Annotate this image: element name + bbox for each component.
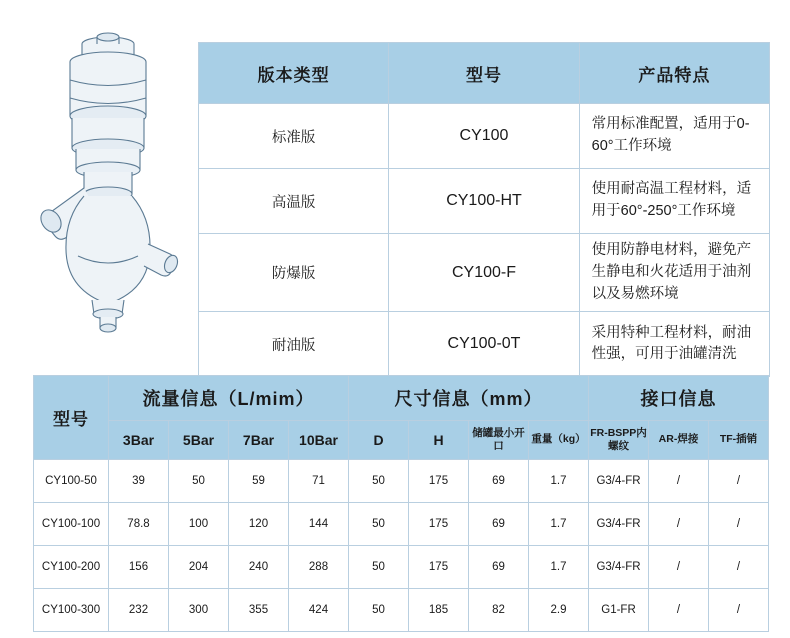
cell-3bar: 232 [109, 589, 169, 632]
cell-5bar: 50 [169, 460, 229, 503]
table-row [34, 460, 769, 503]
cell-model: CY100-300 [34, 589, 109, 632]
column-header-model: 型号 [389, 43, 579, 104]
group-header-interface: 接口信息 [589, 376, 769, 421]
cell-3bar: 78.8 [109, 503, 169, 546]
cell-weight: 1.7 [529, 503, 589, 546]
cell-h: 175 [409, 546, 469, 589]
column-header-model: 型号 [34, 376, 109, 460]
table-row [199, 169, 770, 234]
table-row [199, 104, 770, 169]
table-group-header-row [34, 376, 769, 421]
column-header-3bar: 3Bar [109, 421, 169, 460]
product-illustration [20, 18, 195, 338]
cell-h: 175 [409, 503, 469, 546]
cell-min-opening: 69 [469, 460, 529, 503]
column-header-10bar: 10Bar [289, 421, 349, 460]
version-feature-table [198, 42, 770, 377]
cell-7bar: 120 [229, 503, 289, 546]
cell-model: CY100-50 [34, 460, 109, 503]
table-row [199, 312, 770, 377]
cell-7bar: 240 [229, 546, 289, 589]
cell-fr-bspp: G3/4-FR [589, 460, 649, 503]
cell-3bar: 156 [109, 546, 169, 589]
cell-weight: 1.7 [529, 460, 589, 503]
cell-min-opening: 82 [469, 589, 529, 632]
column-header-min-opening: 储罐最小开口 [469, 421, 529, 460]
cell-tf-pin: / [709, 589, 769, 632]
cell-version: 高温版 [199, 169, 389, 234]
table-row [199, 234, 770, 312]
column-header-d: D [349, 421, 409, 460]
cell-h: 185 [409, 589, 469, 632]
table-sub-header-row [34, 421, 769, 460]
cell-weight: 2.9 [529, 589, 589, 632]
cell-d: 50 [349, 503, 409, 546]
cell-weight: 1.7 [529, 546, 589, 589]
cell-min-opening: 69 [469, 546, 529, 589]
cell-fr-bspp: G3/4-FR [589, 546, 649, 589]
cell-model: CY100-200 [34, 546, 109, 589]
table-row [34, 503, 769, 546]
cell-10bar: 288 [289, 546, 349, 589]
cell-feature: 采用特种工程材料，耐油性强，可用于油罐清洗 [579, 312, 769, 377]
group-header-size: 尺寸信息（mm） [349, 376, 589, 421]
cell-ar-weld: / [649, 546, 709, 589]
cell-model: CY100-100 [34, 503, 109, 546]
cell-tf-pin: / [709, 503, 769, 546]
cell-feature: 使用防静电材料，避免产生静电和火花适用于油剂以及易燃环境 [579, 234, 769, 312]
table-row [34, 546, 769, 589]
cell-fr-bspp: G1-FR [589, 589, 649, 632]
column-header-ar-weld: AR-焊接 [649, 421, 709, 460]
cell-d: 50 [349, 460, 409, 503]
cell-version: 防爆版 [199, 234, 389, 312]
specification-table [33, 375, 769, 632]
cell-model: CY100-F [389, 234, 579, 312]
group-header-flow: 流量信息（L/mim） [109, 376, 349, 421]
cell-ar-weld: / [649, 503, 709, 546]
cell-feature: 使用耐高温工程材料，适用于60°-250°工作环境 [579, 169, 769, 234]
column-header-features: 产品特点 [579, 43, 769, 104]
cell-d: 50 [349, 589, 409, 632]
column-header-fr-bspp: FR-BSPP内螺纹 [589, 421, 649, 460]
cell-3bar: 39 [109, 460, 169, 503]
nozzle-drawing-icon [20, 18, 195, 338]
cell-ar-weld: / [649, 460, 709, 503]
cell-version: 耐油版 [199, 312, 389, 377]
column-header-5bar: 5Bar [169, 421, 229, 460]
table-header-row [199, 43, 770, 104]
cell-model: CY100 [389, 104, 579, 169]
column-header-7bar: 7Bar [229, 421, 289, 460]
cell-model: CY100-HT [389, 169, 579, 234]
cell-5bar: 100 [169, 503, 229, 546]
cell-10bar: 144 [289, 503, 349, 546]
cell-d: 50 [349, 546, 409, 589]
column-header-tf-pin: TF-插销 [709, 421, 769, 460]
column-header-version: 版本类型 [199, 43, 389, 104]
cell-min-opening: 69 [469, 503, 529, 546]
cell-tf-pin: / [709, 546, 769, 589]
cell-version: 标准版 [199, 104, 389, 169]
table-row [34, 589, 769, 632]
column-header-weight: 重量（kg） [529, 421, 589, 460]
cell-h: 175 [409, 460, 469, 503]
cell-fr-bspp: G3/4-FR [589, 503, 649, 546]
cell-5bar: 204 [169, 546, 229, 589]
cell-model: CY100-0T [389, 312, 579, 377]
cell-5bar: 300 [169, 589, 229, 632]
cell-7bar: 59 [229, 460, 289, 503]
cell-10bar: 424 [289, 589, 349, 632]
column-header-h: H [409, 421, 469, 460]
cell-7bar: 355 [229, 589, 289, 632]
cell-tf-pin: / [709, 460, 769, 503]
cell-10bar: 71 [289, 460, 349, 503]
cell-feature: 常用标准配置，适用于0-60°工作环境 [579, 104, 769, 169]
cell-ar-weld: / [649, 589, 709, 632]
